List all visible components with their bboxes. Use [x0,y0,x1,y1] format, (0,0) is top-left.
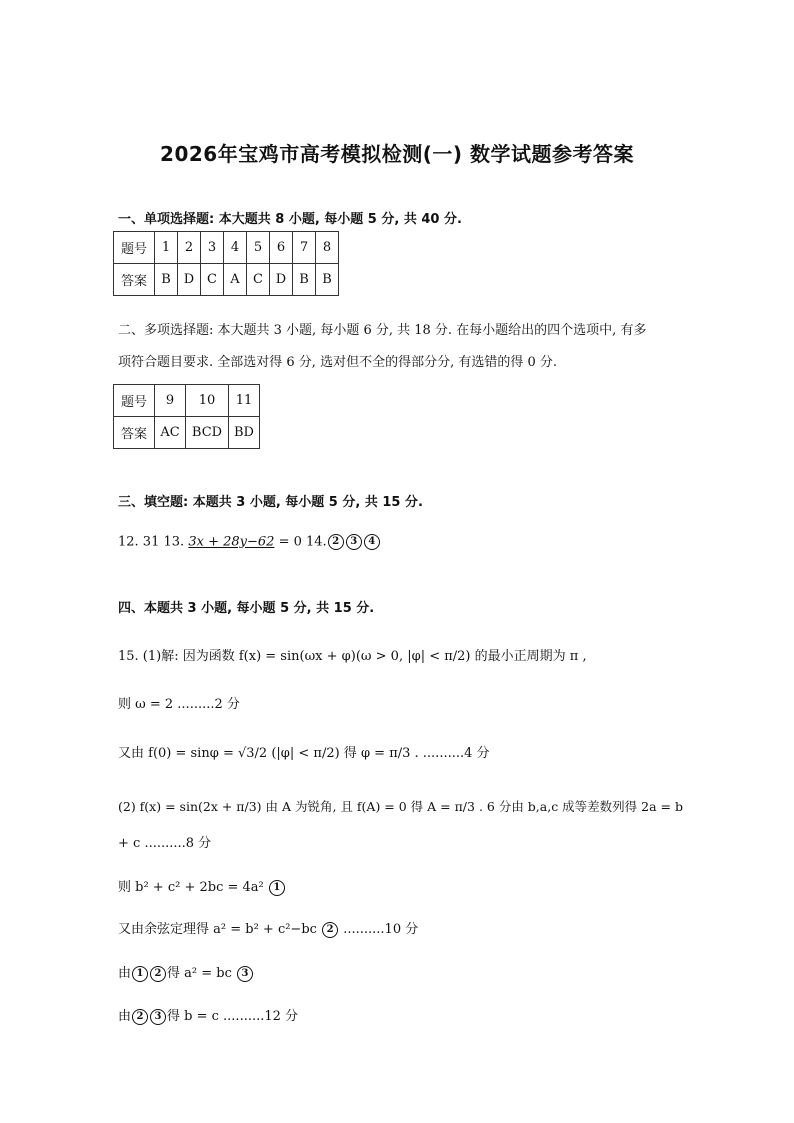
prefix-text: 由 [118,1009,132,1024]
question-number: 5 [247,232,270,264]
circled-number: 1 [269,880,285,896]
table-row [114,417,260,449]
answer-cell: AC [155,417,186,449]
multi-choice-answer-table [113,384,260,449]
circled-number: 4 [364,534,380,550]
answer-cell: B [316,264,339,296]
solution-line: 又由 f(0) = sinφ = √3/2 (|φ| < π/2) 得 φ = π/3 . ..........4 分 [118,746,490,761]
equation-text: 则 b² + c² + 2bc = 4a² [118,880,264,895]
prefix-text: 由 [118,966,132,981]
answer-cell: BD [229,417,260,449]
answer-cell: BCD [186,417,229,449]
equation-text: 又由余弦定理得 a² = b² + c²−bc [118,922,317,937]
circled-number: 2 [328,534,344,550]
solution-line: + c ..........8 分 [118,836,212,851]
question-number: 1 [155,232,178,264]
question-number: 10 [186,385,229,417]
circled-number: 2 [322,922,338,938]
circled-number: 2 [132,1009,148,1025]
answer-cell: A [224,264,247,296]
question-number: 11 [229,385,260,417]
answer-13-suffix: = 0 [278,534,302,550]
answer-cell: C [201,264,224,296]
page-title: 2026年宝鸡市高考模拟检测(一) 数学试题参考答案 [160,142,634,166]
question-number: 3 [201,232,224,264]
answer-12: 12. 31 [118,534,160,550]
section2-line1: 二、多项选择题: 本大题共 3 小题, 每小题 6 分, 共 18 分. 在每小题给出的四个选项中, 有多 [118,323,647,338]
solution-line: (2) f(x) = sin(2x + π/3) 由 A 为锐角, 且 f(A) = 0 得 A = π/3 . 6 分由 b,a,c 成等差数列得 2a = b [118,799,683,814]
answer-13-expression: 3x + 28y−62 [188,534,275,550]
row-label: 题号 [114,385,155,417]
solution-line [118,962,254,982]
answer-cell: B [155,264,178,296]
fill-in-answers [118,534,381,550]
circled-number: 3 [237,966,253,982]
answer-cell: C [247,264,270,296]
circled-number: 3 [346,534,362,550]
answer-cell: D [270,264,293,296]
circled-number: 1 [132,966,148,982]
table-row [114,385,260,417]
solution-line [118,1005,298,1025]
section1-heading: 一、单项选择题: 本大题共 8 小题, 每小题 5 分, 共 40 分. [118,212,462,227]
solution-line: 15. (1)解: 因为函数 f(x) = sin(ωx + φ)(ω > 0, |φ| < π/2) 的最小正周期为 π , [118,649,587,664]
answer-cell: D [178,264,201,296]
equation-text: 得 b = c ..........12 分 [167,1009,299,1024]
section4-heading: 四、本题共 3 小题, 每小题 5 分, 共 15 分. [118,601,375,616]
table-row [114,232,339,264]
question-number: 6 [270,232,293,264]
answer-cell: B [293,264,316,296]
equation-text: 得 a² = bc [167,966,232,981]
section2-line2: 项符合题目要求. 全部选对得 6 分, 选对但不全的得部分分, 有选错的得 0 分. [118,355,557,370]
solution-line: 则 ω = 2 .........2 分 [118,697,240,712]
row-label: 答案 [114,264,155,296]
answer-13-label: 13. [163,534,185,550]
circled-number: 2 [150,966,166,982]
question-number: 9 [155,385,186,417]
table-row [114,264,339,296]
question-number: 8 [316,232,339,264]
answer-14-label: 14. [306,534,327,550]
single-choice-answer-table [113,231,339,296]
score-text: ..........10 分 [343,922,419,937]
circled-number: 3 [150,1009,166,1025]
question-number: 4 [224,232,247,264]
row-label: 题号 [114,232,155,264]
question-number: 2 [178,232,201,264]
solution-line [118,876,286,896]
row-label: 答案 [114,417,155,449]
section3-heading: 三、填空题: 本题共 3 小题, 每小题 5 分, 共 15 分. [118,495,423,510]
solution-line [118,918,418,938]
question-number: 7 [293,232,316,264]
